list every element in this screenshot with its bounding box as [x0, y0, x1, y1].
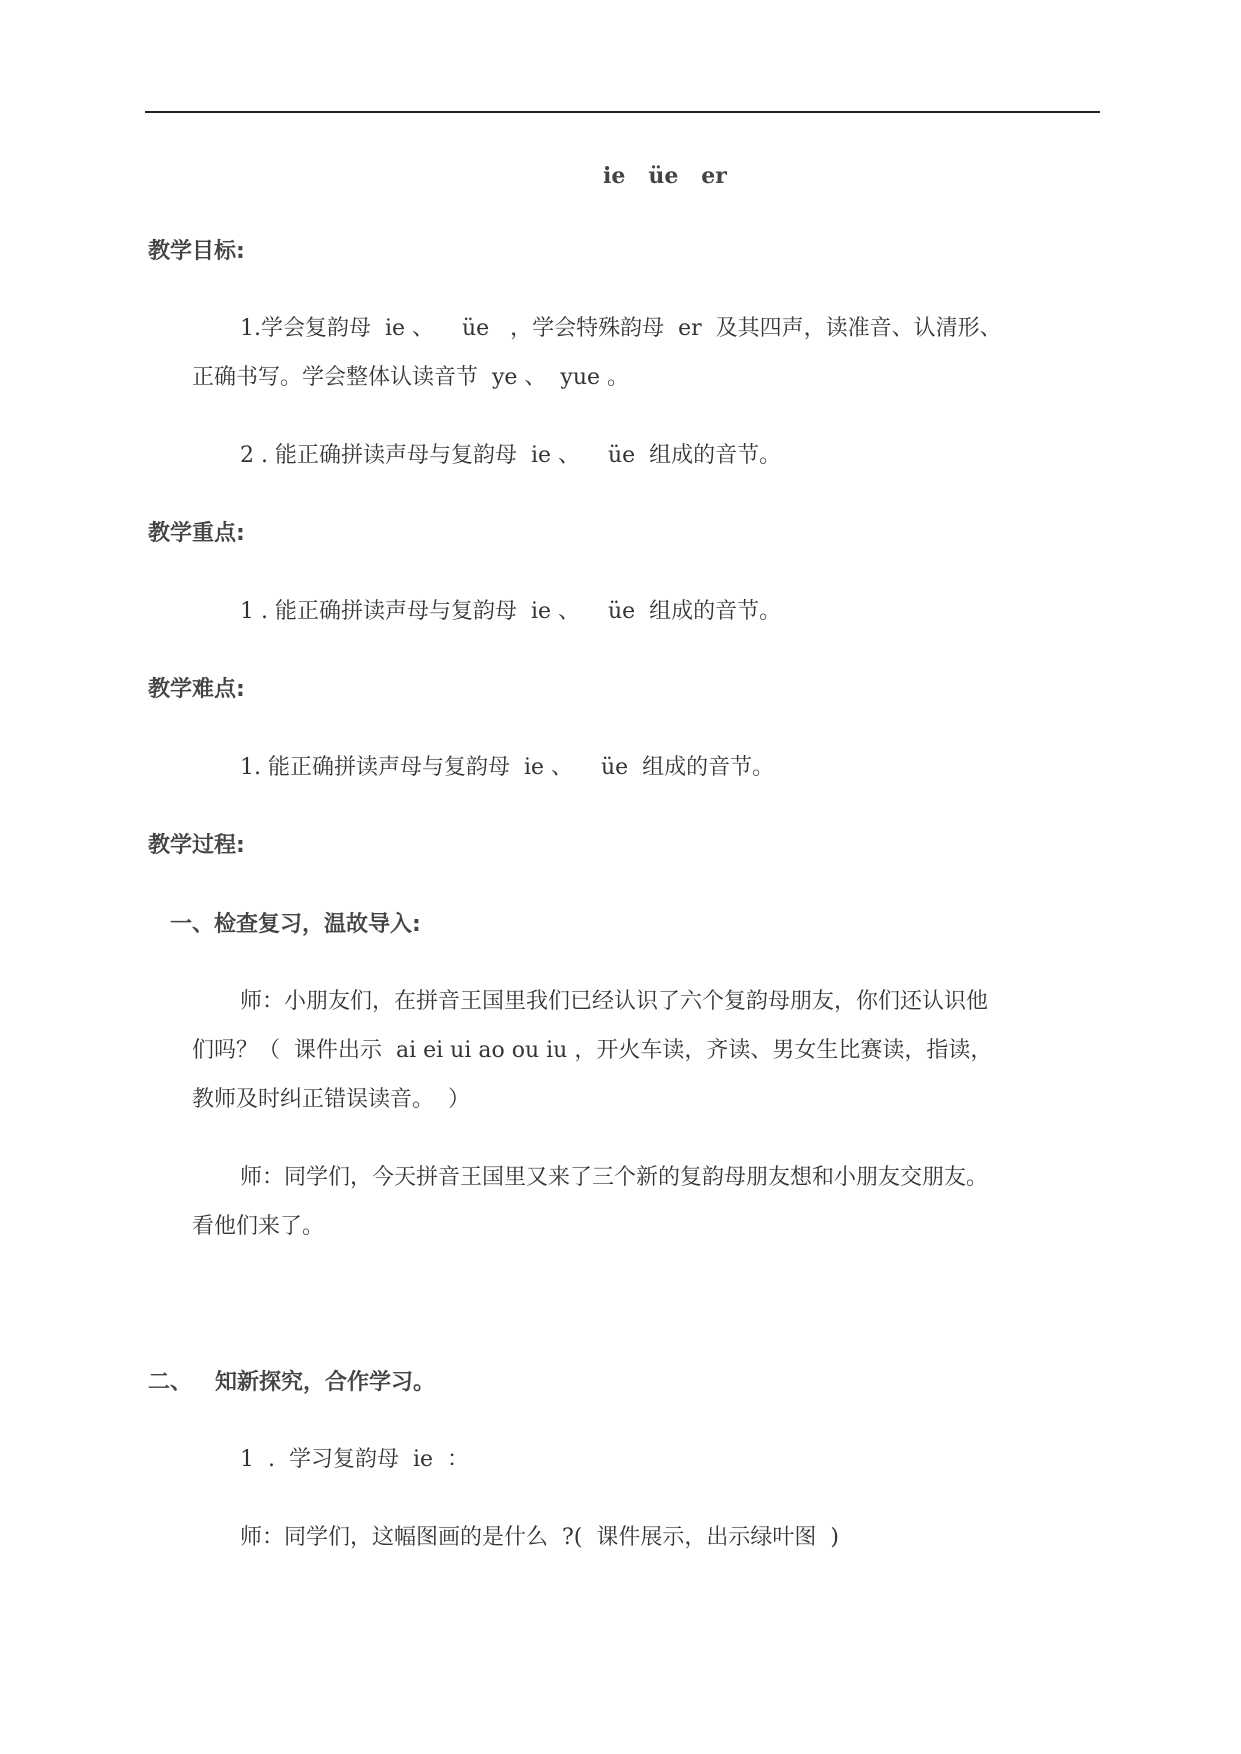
- part2-heading: 二、 知新探究，合作学习。: [148, 1370, 435, 1395]
- objective-1-line2: 正确书写。学会整体认读音节 ye 、 yue 。: [192, 365, 630, 390]
- difficulty-1: 1. 能正确拼读声母与复韵母 ie 、 üe 组成的音节。: [240, 755, 775, 780]
- objectives-heading: 教学目标:: [148, 239, 245, 264]
- step-1-heading: 1 . 学习复韵母 ie ：: [240, 1447, 469, 1472]
- objective-2: 2 . 能正确拼读声母与复韵母 ie 、 üe 组成的音节。: [240, 443, 782, 468]
- paragraph-1-line3: 教师及时纠正错误读音。 ）: [192, 1087, 470, 1112]
- key-points-heading: 教学重点:: [148, 521, 245, 546]
- process-heading: 教学过程:: [148, 833, 245, 858]
- step-1-text: 师：同学们，这幅图画的是什么 ?( 课件展示，出示绿叶图 ): [240, 1525, 839, 1550]
- part1-heading: 一、检查复习，温故导入:: [170, 912, 421, 937]
- header-rule: [145, 111, 1100, 113]
- paragraph-1-line2: 们吗？（ 课件出示 ai ei ui ao ou iu ，开火车读，齐读、男女生比赛读，指读，: [192, 1038, 993, 1063]
- paragraph-2-line1: 师：同学们，今天拼音王国里又来了三个新的复韵母朋友想和小朋友交朋友。: [240, 1165, 989, 1190]
- paragraph-1-line1: 师：小朋友们，在拼音王国里我们已经认识了六个复韵母朋友，你们还认识他: [240, 989, 989, 1014]
- difficulties-heading: 教学难点:: [148, 677, 245, 702]
- paragraph-2-line2: 看他们来了。: [192, 1214, 325, 1239]
- objective-1-line1: 1.学会复韵母 ie 、 üe ，学会特殊韵母 er 及其四声，读准音、认清形、: [240, 316, 1002, 341]
- page-title: ie üe er: [603, 163, 727, 189]
- key-point-1: 1 . 能正确拼读声母与复韵母 ie 、 üe 组成的音节。: [240, 599, 782, 624]
